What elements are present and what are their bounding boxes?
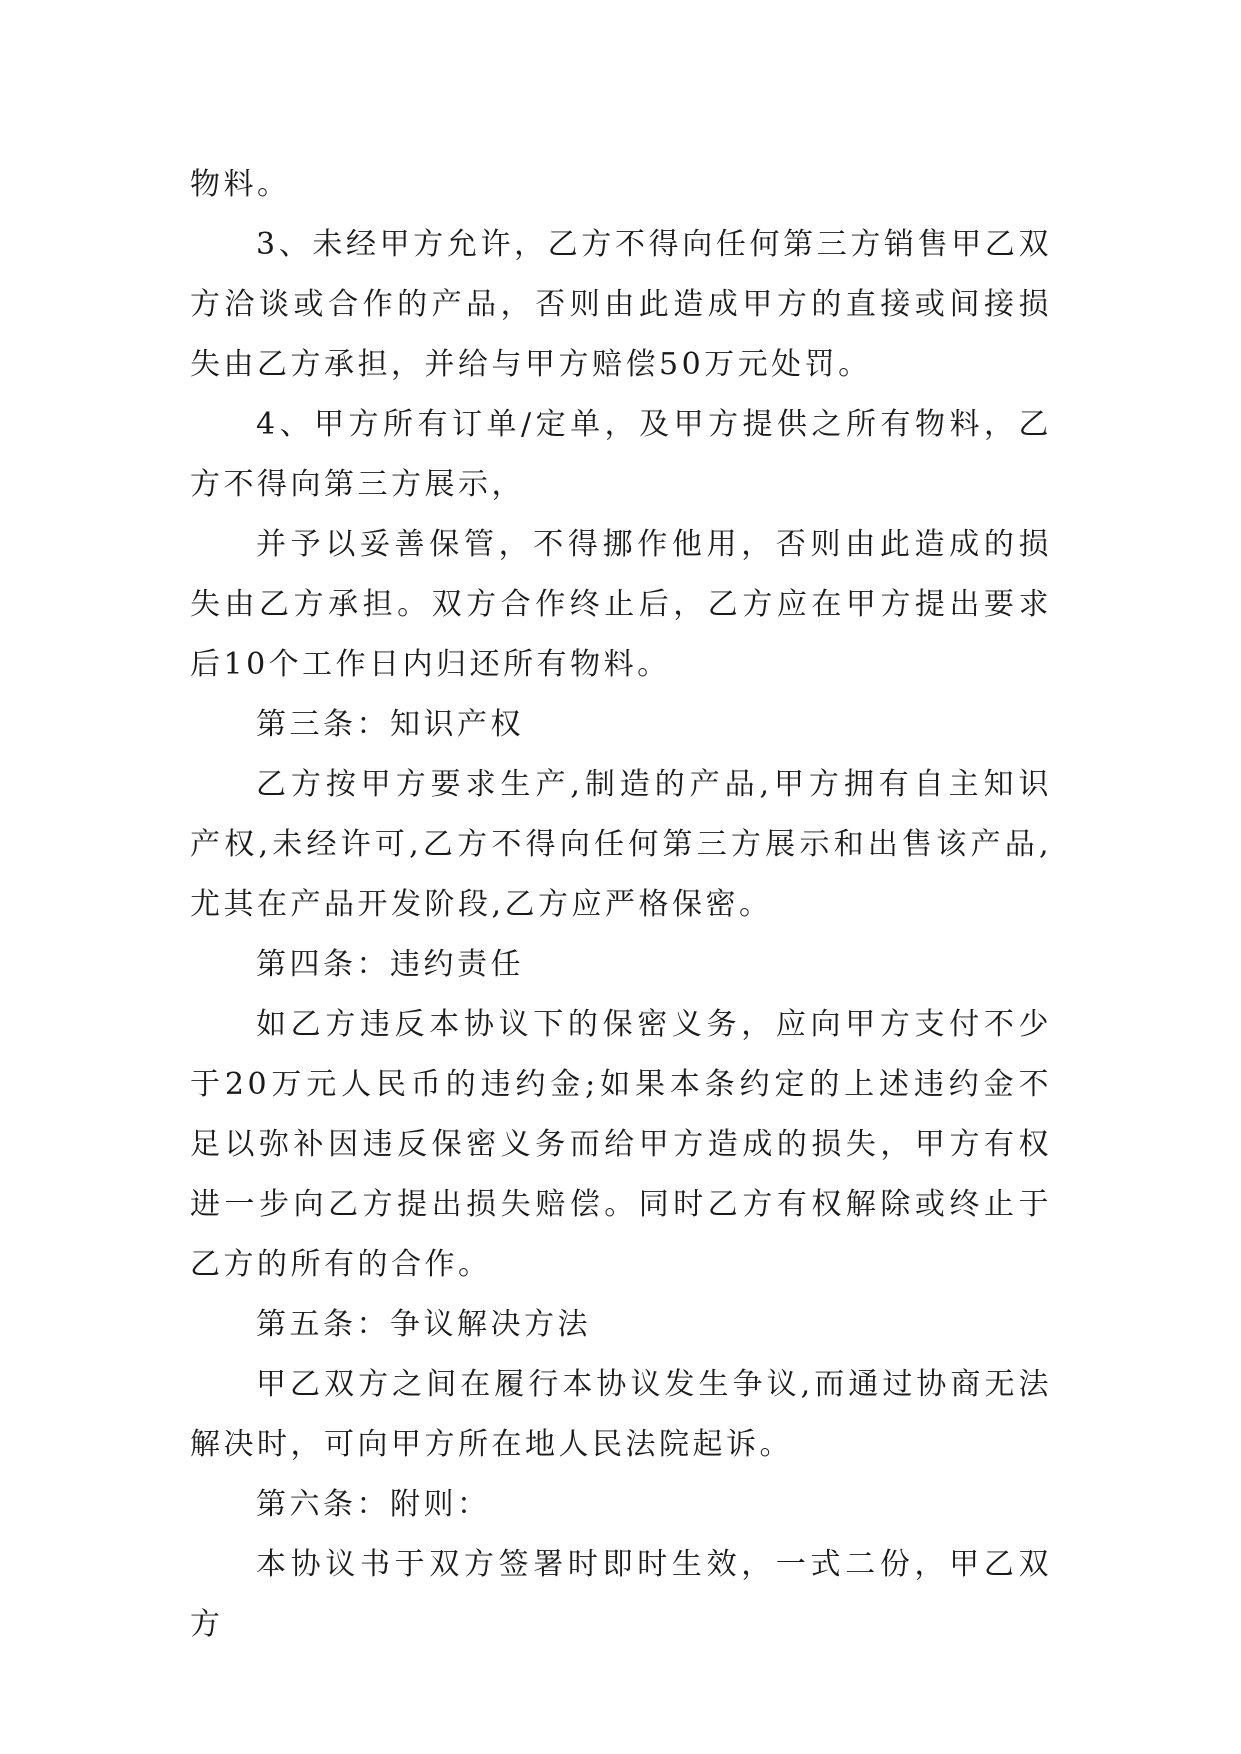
paragraph-materials-continuation: 物料。 [190, 167, 291, 202]
heading-article-4: 第四条：违约责任 [256, 947, 524, 982]
paragraph-clause-4: 4、甲方所有订单/定单，及甲方提供之所有物料，乙方不得向第三方展示， [190, 407, 1052, 502]
paragraph-article-3: 乙方按甲方要求生产,制造的产品,甲方拥有自主知识产权,未经许可,乙方不得向任何第三方展示和出售该产品,尤其在产品开发阶段,乙方应严格保密。 [190, 767, 1052, 922]
paragraph-article-4: 如乙方违反本协议下的保密义务，应向甲方支付不少于20万元人民币的违约金;如果本条约定的上述违约金不足以弥补因违反保密义务而给甲方造成的损失，甲方有权进一步向乙方提出损失赔偿。同时乙方有权解除或终止于乙方的所有的合作。 [190, 1007, 1052, 1282]
paragraph-clause-4-continued: 并予以妥善保管，不得挪作他用，否则由此造成的损失由乙方承担。双方合作终止后，乙方应在甲方提出要求后10个工作日内归还所有物料。 [190, 527, 1052, 682]
heading-article-6: 第六条：附则： [256, 1487, 491, 1522]
document-body [190, 155, 1052, 1655]
heading-article-3: 第三条：知识产权 [256, 707, 524, 742]
paragraph-article-6: 本协议书于双方签署时即时生效，一式二份，甲乙双方 [190, 1547, 1052, 1642]
heading-article-5: 第五条：争议解决方法 [256, 1307, 591, 1342]
paragraph-clause-3: 3、未经甲方允许，乙方不得向任何第三方销售甲乙双方洽谈或合作的产品，否则由此造成甲方的直接或间接损失由乙方承担，并给与甲方赔偿50万元处罚。 [190, 227, 1052, 382]
paragraph-article-5: 甲乙双方之间在履行本协议发生争议,而通过协商无法解决时，可向甲方所在地人民法院起诉。 [190, 1367, 1052, 1462]
